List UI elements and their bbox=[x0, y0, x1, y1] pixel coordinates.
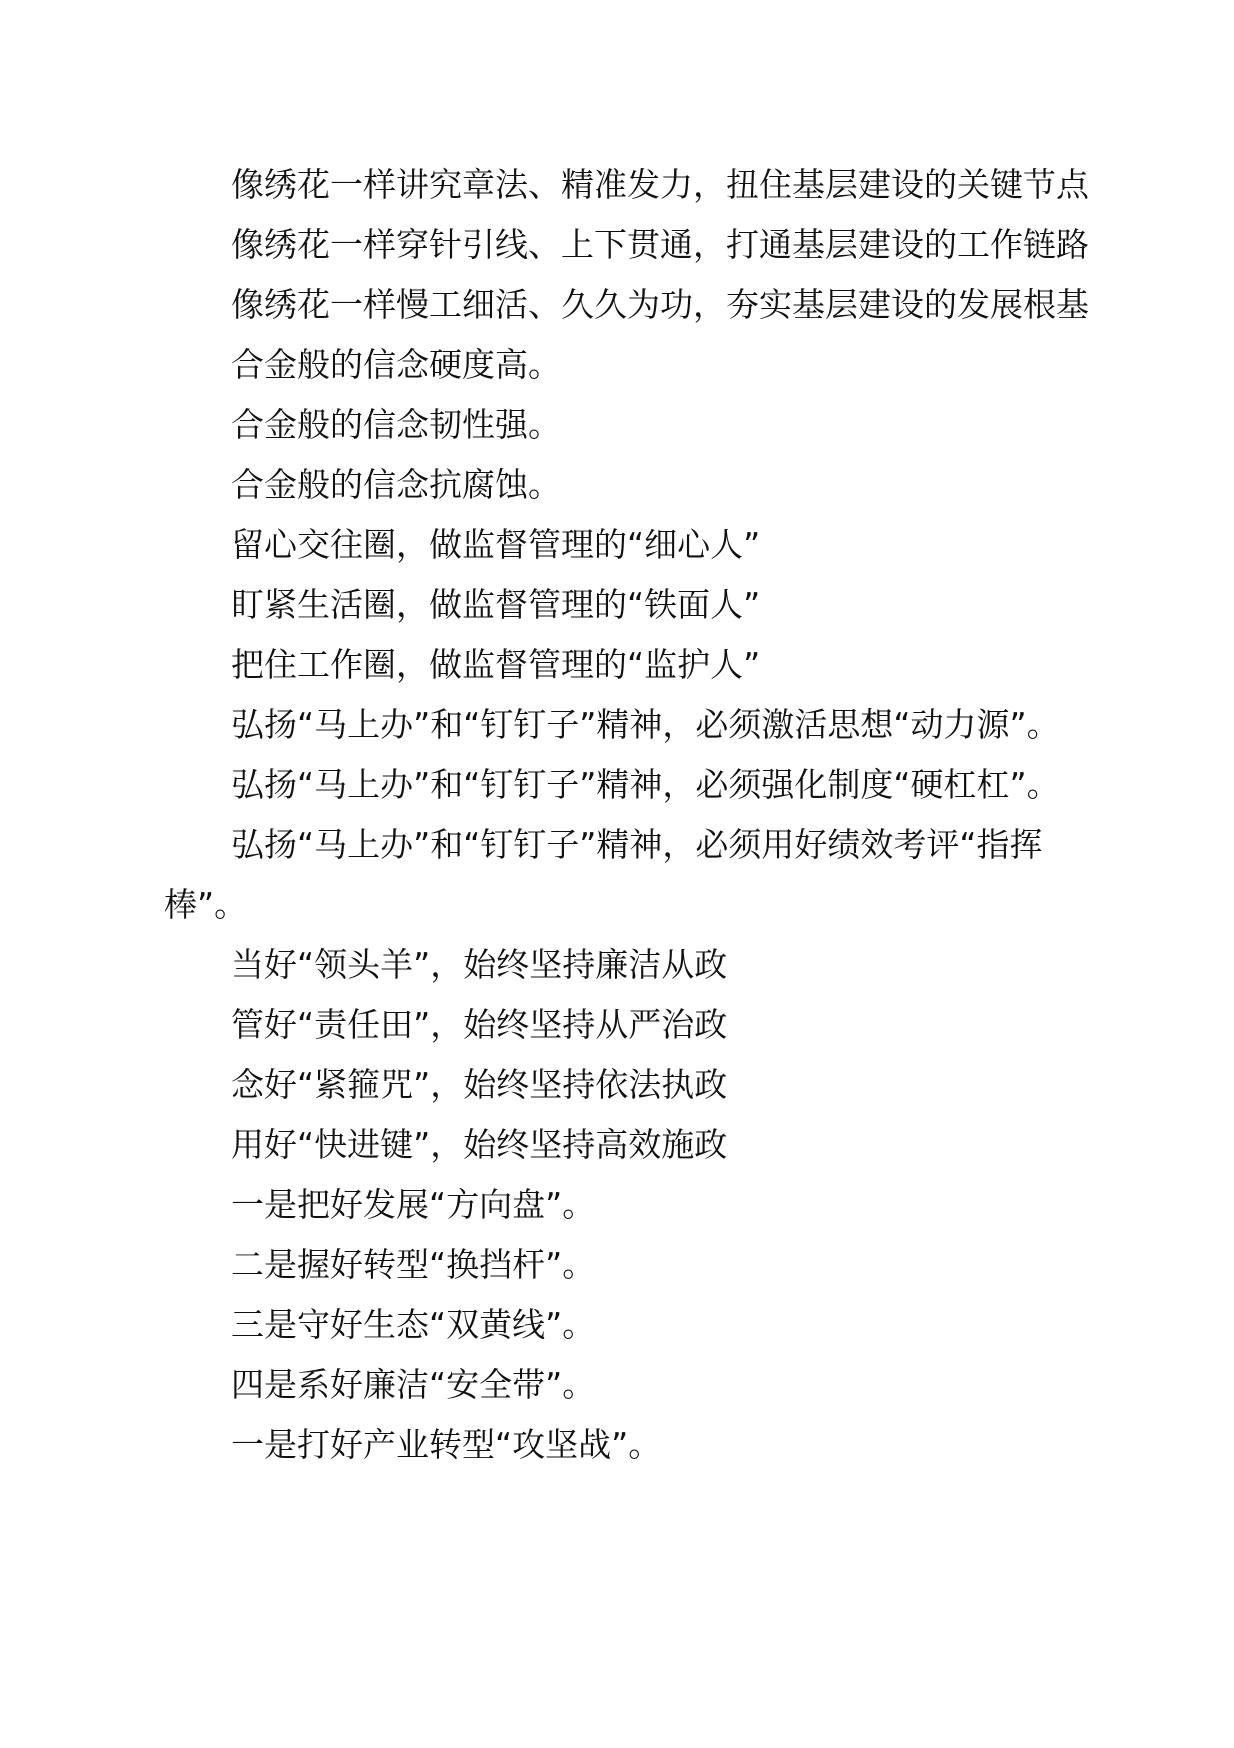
paragraph: 一是打好产业转型“攻坚战”。 bbox=[231, 1425, 662, 1464]
paragraph: 留心交往圈，做监督管理的“细心人” bbox=[231, 525, 761, 564]
paragraph: 二是握好转型“换挡杆”。 bbox=[231, 1245, 596, 1284]
paragraph: 合金般的信念抗腐蚀。 bbox=[231, 465, 561, 504]
paragraph: 盯紧生活圈，做监督管理的“铁面人” bbox=[231, 585, 761, 624]
paragraph: 像绣花一样讲究章法、精准发力，扭住基层建设的关键节点 bbox=[231, 165, 1089, 204]
paragraph: 当好“领头羊”，始终坚持廉洁从政 bbox=[231, 945, 728, 984]
paragraph: 弘扬“马上办”和“钉钉子”精神，必须用好绩效考评“指挥棒”。 bbox=[164, 825, 1043, 924]
paragraph: 用好“快进键”，始终坚持高效施政 bbox=[231, 1125, 728, 1164]
paragraph: 合金般的信念硬度高。 bbox=[231, 345, 561, 384]
paragraph: 弘扬“马上办”和“钉钉子”精神，必须强化制度“硬杠杠”。 bbox=[231, 765, 1060, 804]
paragraph: 把住工作圈，做监督管理的“监护人” bbox=[231, 645, 761, 684]
paragraph: 四是系好廉洁“安全带”。 bbox=[231, 1365, 596, 1404]
paragraph: 像绣花一样穿针引线、上下贯通，打通基层建设的工作链路 bbox=[231, 225, 1089, 264]
paragraph: 三是守好生态“双黄线”。 bbox=[231, 1305, 596, 1344]
paragraph: 弘扬“马上办”和“钉钉子”精神，必须激活思想“动力源”。 bbox=[231, 705, 1060, 744]
paragraph: 念好“紧箍咒”，始终坚持依法执政 bbox=[231, 1065, 728, 1104]
paragraph: 合金般的信念韧性强。 bbox=[231, 405, 561, 444]
paragraph: 一是把好发展“方向盘”。 bbox=[231, 1185, 596, 1224]
paragraph: 像绣花一样慢工细活、久久为功，夯实基层建设的发展根基 bbox=[231, 285, 1089, 324]
paragraph: 管好“责任田”，始终坚持从严治政 bbox=[231, 1005, 728, 1044]
document-body bbox=[164, 155, 1114, 1475]
